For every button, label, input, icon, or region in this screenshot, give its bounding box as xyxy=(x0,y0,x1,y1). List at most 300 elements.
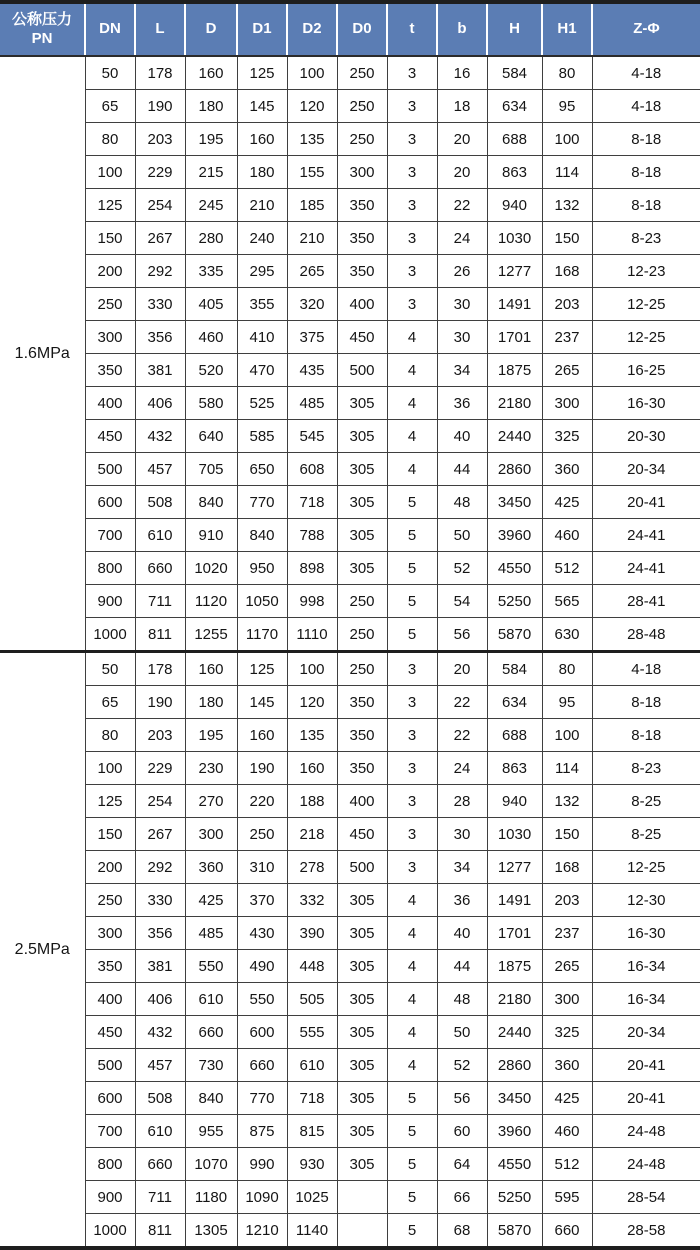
table-cell: 1020 xyxy=(185,552,237,585)
table-cell: 22 xyxy=(437,189,487,222)
table-cell: 4 xyxy=(387,1049,437,1082)
table-cell: 305 xyxy=(337,420,387,453)
table-cell: 711 xyxy=(135,1181,185,1214)
table-cell: 3960 xyxy=(487,519,542,552)
table-cell: 381 xyxy=(135,354,185,387)
table-cell: 900 xyxy=(85,585,135,618)
table-cell: 20 xyxy=(437,123,487,156)
table-cell: 1025 xyxy=(287,1181,337,1214)
table-cell: 3 xyxy=(387,189,437,222)
table-cell: 460 xyxy=(542,1115,592,1148)
table-row xyxy=(0,56,700,90)
table-cell: 1170 xyxy=(237,618,287,652)
table-cell: 688 xyxy=(487,719,542,752)
table-cell: 730 xyxy=(185,1049,237,1082)
table-cell: 550 xyxy=(185,950,237,983)
table-cell: 26 xyxy=(437,255,487,288)
table-cell: 24-48 xyxy=(592,1148,700,1181)
header-pn-line2: PN xyxy=(31,29,53,47)
table-cell: 44 xyxy=(437,950,487,983)
table-cell: 310 xyxy=(237,851,287,884)
header-row xyxy=(0,2,700,56)
table-cell: 355 xyxy=(237,288,287,321)
table-cell: 600 xyxy=(85,486,135,519)
table-cell: 2180 xyxy=(487,983,542,1016)
table-row xyxy=(0,1082,700,1115)
table-cell: 435 xyxy=(287,354,337,387)
table-cell: 3 xyxy=(387,56,437,90)
table-cell: 381 xyxy=(135,950,185,983)
table-cell: 330 xyxy=(135,288,185,321)
table-cell: 145 xyxy=(237,90,287,123)
table-cell: 4 xyxy=(387,983,437,1016)
table-cell: 278 xyxy=(287,851,337,884)
table-cell: 305 xyxy=(337,519,387,552)
table-cell: 250 xyxy=(337,618,387,652)
table-cell: 125 xyxy=(237,652,287,686)
table-cell: 16-25 xyxy=(592,354,700,387)
table-cell: 500 xyxy=(85,1049,135,1082)
table-cell: 300 xyxy=(542,983,592,1016)
table-cell: 5870 xyxy=(487,1214,542,1249)
table-cell: 457 xyxy=(135,453,185,486)
table-cell: 500 xyxy=(85,453,135,486)
table-cell: 3 xyxy=(387,255,437,288)
table-cell: 1030 xyxy=(487,222,542,255)
table-cell: 520 xyxy=(185,354,237,387)
table-cell: 425 xyxy=(542,1082,592,1115)
table-row xyxy=(0,552,700,585)
table-row xyxy=(0,983,700,1016)
table-row xyxy=(0,618,700,652)
table-cell: 450 xyxy=(337,818,387,851)
table-cell: 28-41 xyxy=(592,585,700,618)
table-cell: 508 xyxy=(135,1082,185,1115)
table-cell: 40 xyxy=(437,917,487,950)
table-cell: 350 xyxy=(337,752,387,785)
table-cell: 955 xyxy=(185,1115,237,1148)
table-cell: 3 xyxy=(387,785,437,818)
table-row xyxy=(0,1016,700,1049)
table-row xyxy=(0,1181,700,1214)
table-cell: 8-18 xyxy=(592,156,700,189)
table-cell: 48 xyxy=(437,486,487,519)
table-cell: 1070 xyxy=(185,1148,237,1181)
table-cell: 65 xyxy=(85,90,135,123)
table-cell: 5250 xyxy=(487,585,542,618)
table-cell: 485 xyxy=(287,387,337,420)
table-cell: 448 xyxy=(287,950,337,983)
table-cell: 203 xyxy=(542,884,592,917)
table-cell: 1050 xyxy=(237,585,287,618)
table-cell: 120 xyxy=(287,686,337,719)
table-cell: 20-41 xyxy=(592,1049,700,1082)
table-cell: 610 xyxy=(135,1115,185,1148)
table-cell: 350 xyxy=(337,255,387,288)
table-cell: 100 xyxy=(287,652,337,686)
table-cell: 305 xyxy=(337,486,387,519)
table-cell: 215 xyxy=(185,156,237,189)
table-cell: 12-30 xyxy=(592,884,700,917)
table-cell: 4-18 xyxy=(592,652,700,686)
table-cell: 910 xyxy=(185,519,237,552)
table-cell: 8-18 xyxy=(592,719,700,752)
table-row xyxy=(0,255,700,288)
table-cell: 48 xyxy=(437,983,487,1016)
table-cell: 30 xyxy=(437,288,487,321)
table-cell: 1701 xyxy=(487,321,542,354)
table-cell: 580 xyxy=(185,387,237,420)
table-cell: 990 xyxy=(237,1148,287,1181)
table-cell: 305 xyxy=(337,387,387,420)
table-row xyxy=(0,519,700,552)
table-cell: 36 xyxy=(437,387,487,420)
table-cell: 1210 xyxy=(237,1214,287,1249)
table-row xyxy=(0,719,700,752)
table-cell: 200 xyxy=(85,851,135,884)
table-row xyxy=(0,950,700,983)
table-cell: 375 xyxy=(287,321,337,354)
header-pn-line1: 公称压力 xyxy=(11,10,72,28)
table-cell: 20-41 xyxy=(592,486,700,519)
table-cell: 24 xyxy=(437,222,487,255)
table-cell: 4550 xyxy=(487,1148,542,1181)
table-cell: 508 xyxy=(135,486,185,519)
table-cell: 180 xyxy=(185,90,237,123)
table-cell: 660 xyxy=(135,1148,185,1181)
table-cell: 125 xyxy=(237,56,287,90)
table-cell: 1491 xyxy=(487,288,542,321)
table-cell: 250 xyxy=(337,652,387,686)
table-cell: 114 xyxy=(542,752,592,785)
table-cell: 400 xyxy=(85,387,135,420)
table-cell: 770 xyxy=(237,1082,287,1115)
table-cell: 5 xyxy=(387,519,437,552)
table-row xyxy=(0,851,700,884)
table-row xyxy=(0,354,700,387)
table-cell: 600 xyxy=(237,1016,287,1049)
table-row xyxy=(0,818,700,851)
table-cell: 100 xyxy=(542,123,592,156)
table-cell: 2440 xyxy=(487,1016,542,1049)
table-cell: 1030 xyxy=(487,818,542,851)
table-row xyxy=(0,288,700,321)
table-cell: 3 xyxy=(387,90,437,123)
table-cell: 325 xyxy=(542,1016,592,1049)
table-cell: 320 xyxy=(287,288,337,321)
table-cell: 145 xyxy=(237,686,287,719)
table-cell: 410 xyxy=(237,321,287,354)
table-cell: 178 xyxy=(135,652,185,686)
table-cell: 8-23 xyxy=(592,752,700,785)
table-cell: 610 xyxy=(287,1049,337,1082)
table-cell: 3 xyxy=(387,123,437,156)
table-cell: 2860 xyxy=(487,453,542,486)
table-cell: 930 xyxy=(287,1148,337,1181)
table-cell: 250 xyxy=(337,90,387,123)
table-cell: 5 xyxy=(387,618,437,652)
table-cell: 114 xyxy=(542,156,592,189)
table-cell: 3 xyxy=(387,818,437,851)
table-cell: 220 xyxy=(237,785,287,818)
table-cell: 2440 xyxy=(487,420,542,453)
table-cell: 4 xyxy=(387,354,437,387)
table-cell xyxy=(337,1181,387,1214)
table-cell: 20 xyxy=(437,652,487,686)
table-cell: 305 xyxy=(337,1115,387,1148)
table-cell: 400 xyxy=(337,785,387,818)
table-cell: 400 xyxy=(337,288,387,321)
table-cell: 1180 xyxy=(185,1181,237,1214)
table-cell: 584 xyxy=(487,56,542,90)
table-cell: 305 xyxy=(337,1016,387,1049)
table-cell: 150 xyxy=(542,818,592,851)
table-cell: 250 xyxy=(85,288,135,321)
table-cell: 56 xyxy=(437,618,487,652)
table-row xyxy=(0,686,700,719)
header-h: H xyxy=(487,2,542,56)
table-row xyxy=(0,585,700,618)
table-cell: 718 xyxy=(287,486,337,519)
table-cell: 1255 xyxy=(185,618,237,652)
table-cell: 356 xyxy=(135,321,185,354)
table-cell: 30 xyxy=(437,321,487,354)
table-cell: 5 xyxy=(387,585,437,618)
table-cell: 3450 xyxy=(487,1082,542,1115)
table-cell: 203 xyxy=(135,123,185,156)
table-cell: 265 xyxy=(542,354,592,387)
table-cell: 900 xyxy=(85,1181,135,1214)
pressure-label: 2.5MPa xyxy=(0,652,85,1249)
table-cell: 800 xyxy=(85,1148,135,1181)
table-cell: 305 xyxy=(337,983,387,1016)
table-cell: 295 xyxy=(237,255,287,288)
table-cell: 34 xyxy=(437,354,487,387)
table-cell: 200 xyxy=(85,255,135,288)
table-cell: 3 xyxy=(387,222,437,255)
table-cell: 168 xyxy=(542,255,592,288)
table-cell: 160 xyxy=(287,752,337,785)
table-cell: 8-18 xyxy=(592,123,700,156)
table-cell: 18 xyxy=(437,90,487,123)
table-cell: 485 xyxy=(185,917,237,950)
table-cell: 100 xyxy=(287,56,337,90)
table-cell: 305 xyxy=(337,1049,387,1082)
table-cell: 432 xyxy=(135,420,185,453)
pressure-label: 1.6MPa xyxy=(0,56,85,652)
table-header xyxy=(0,2,700,56)
table-cell: 3960 xyxy=(487,1115,542,1148)
table-cell: 940 xyxy=(487,189,542,222)
header-t: t xyxy=(387,2,437,56)
table-cell: 3450 xyxy=(487,486,542,519)
table-cell: 5 xyxy=(387,1148,437,1181)
table-body xyxy=(0,56,700,1248)
table-cell: 100 xyxy=(542,719,592,752)
table-cell: 210 xyxy=(287,222,337,255)
table-cell: 5 xyxy=(387,1082,437,1115)
table-cell: 432 xyxy=(135,1016,185,1049)
table-cell: 788 xyxy=(287,519,337,552)
table-cell: 360 xyxy=(185,851,237,884)
table-cell: 350 xyxy=(337,189,387,222)
table-cell: 705 xyxy=(185,453,237,486)
table-cell: 3 xyxy=(387,652,437,686)
table-cell: 150 xyxy=(85,222,135,255)
table-cell: 2180 xyxy=(487,387,542,420)
table-cell: 1140 xyxy=(287,1214,337,1249)
table-cell: 80 xyxy=(85,719,135,752)
table-cell: 565 xyxy=(542,585,592,618)
table-cell: 168 xyxy=(542,851,592,884)
table-cell: 950 xyxy=(237,552,287,585)
header-b: b xyxy=(437,2,487,56)
table-row xyxy=(0,1214,700,1249)
table-cell: 300 xyxy=(85,321,135,354)
table-cell: 335 xyxy=(185,255,237,288)
table-cell: 52 xyxy=(437,1049,487,1082)
table-cell: 5 xyxy=(387,486,437,519)
table-cell: 210 xyxy=(237,189,287,222)
table-cell: 250 xyxy=(337,585,387,618)
table-cell: 12-25 xyxy=(592,321,700,354)
table-cell: 56 xyxy=(437,1082,487,1115)
table-cell: 28-58 xyxy=(592,1214,700,1249)
table-cell: 4 xyxy=(387,1016,437,1049)
table-cell: 4 xyxy=(387,950,437,983)
table-cell: 250 xyxy=(237,818,287,851)
table-cell: 5250 xyxy=(487,1181,542,1214)
table-cell: 265 xyxy=(287,255,337,288)
table-cell: 50 xyxy=(85,652,135,686)
table-cell: 229 xyxy=(135,156,185,189)
table-cell: 840 xyxy=(185,1082,237,1115)
table-cell: 95 xyxy=(542,90,592,123)
table-cell: 50 xyxy=(437,1016,487,1049)
table-cell: 30 xyxy=(437,818,487,851)
table-cell: 5 xyxy=(387,1214,437,1249)
table-cell: 150 xyxy=(85,818,135,851)
table-cell: 12-25 xyxy=(592,851,700,884)
table-cell: 608 xyxy=(287,453,337,486)
table-row xyxy=(0,652,700,686)
table-cell: 5 xyxy=(387,1115,437,1148)
table-cell: 50 xyxy=(437,519,487,552)
table-cell: 811 xyxy=(135,618,185,652)
table-cell: 125 xyxy=(85,189,135,222)
table-cell: 267 xyxy=(135,222,185,255)
table-cell: 180 xyxy=(185,686,237,719)
table-cell: 634 xyxy=(487,90,542,123)
table-cell: 4-18 xyxy=(592,56,700,90)
table-cell: 3 xyxy=(387,851,437,884)
table-cell: 863 xyxy=(487,752,542,785)
table-cell: 525 xyxy=(237,387,287,420)
table-cell: 160 xyxy=(185,652,237,686)
table-cell: 500 xyxy=(337,851,387,884)
table-cell: 450 xyxy=(85,420,135,453)
table-cell: 80 xyxy=(542,652,592,686)
table-cell: 270 xyxy=(185,785,237,818)
table-cell: 350 xyxy=(337,222,387,255)
table-cell: 718 xyxy=(287,1082,337,1115)
table-cell: 3 xyxy=(387,288,437,321)
table-cell: 20-30 xyxy=(592,420,700,453)
table-cell: 230 xyxy=(185,752,237,785)
table-cell: 585 xyxy=(237,420,287,453)
table-cell: 265 xyxy=(542,950,592,983)
table-cell: 1277 xyxy=(487,255,542,288)
table-cell: 4 xyxy=(387,453,437,486)
table-cell: 245 xyxy=(185,189,237,222)
table-cell: 1000 xyxy=(85,618,135,652)
table-cell: 300 xyxy=(337,156,387,189)
table-cell: 300 xyxy=(85,917,135,950)
table-cell: 305 xyxy=(337,1148,387,1181)
table-cell: 100 xyxy=(85,156,135,189)
table-cell: 940 xyxy=(487,785,542,818)
table-cell: 54 xyxy=(437,585,487,618)
table-cell: 640 xyxy=(185,420,237,453)
header-l: L xyxy=(135,2,185,56)
table-cell: 203 xyxy=(135,719,185,752)
table-cell: 185 xyxy=(287,189,337,222)
table-cell: 1277 xyxy=(487,851,542,884)
table-cell: 24-41 xyxy=(592,519,700,552)
table-cell: 66 xyxy=(437,1181,487,1214)
table-cell: 4 xyxy=(387,387,437,420)
table-cell: 80 xyxy=(542,56,592,90)
header-z: Z-Φ xyxy=(592,2,700,56)
table-cell: 5870 xyxy=(487,618,542,652)
table-cell: 425 xyxy=(185,884,237,917)
table-cell: 22 xyxy=(437,719,487,752)
table-cell: 24-41 xyxy=(592,552,700,585)
table-cell: 64 xyxy=(437,1148,487,1181)
table-row xyxy=(0,222,700,255)
table-cell: 610 xyxy=(135,519,185,552)
table-cell: 20-34 xyxy=(592,453,700,486)
table-cell: 135 xyxy=(287,719,337,752)
table-cell: 356 xyxy=(135,917,185,950)
table-cell: 875 xyxy=(237,1115,287,1148)
table-cell: 660 xyxy=(135,552,185,585)
header-d1: D1 xyxy=(237,2,287,56)
table-cell: 40 xyxy=(437,420,487,453)
table-cell xyxy=(337,1214,387,1249)
table-row xyxy=(0,1115,700,1148)
table-cell: 8-23 xyxy=(592,222,700,255)
table-row xyxy=(0,387,700,420)
table-cell: 863 xyxy=(487,156,542,189)
table-cell: 700 xyxy=(85,519,135,552)
table-cell: 292 xyxy=(135,851,185,884)
table-cell: 390 xyxy=(287,917,337,950)
table-cell: 12-23 xyxy=(592,255,700,288)
table-cell: 20-34 xyxy=(592,1016,700,1049)
table-cell: 305 xyxy=(337,453,387,486)
table-cell: 406 xyxy=(135,983,185,1016)
table-cell: 229 xyxy=(135,752,185,785)
table-cell: 305 xyxy=(337,950,387,983)
table-cell: 68 xyxy=(437,1214,487,1249)
table-cell: 44 xyxy=(437,453,487,486)
table-cell: 1120 xyxy=(185,585,237,618)
table-cell: 195 xyxy=(185,719,237,752)
table-cell: 425 xyxy=(542,486,592,519)
table-cell: 178 xyxy=(135,56,185,90)
table-cell: 610 xyxy=(185,983,237,1016)
